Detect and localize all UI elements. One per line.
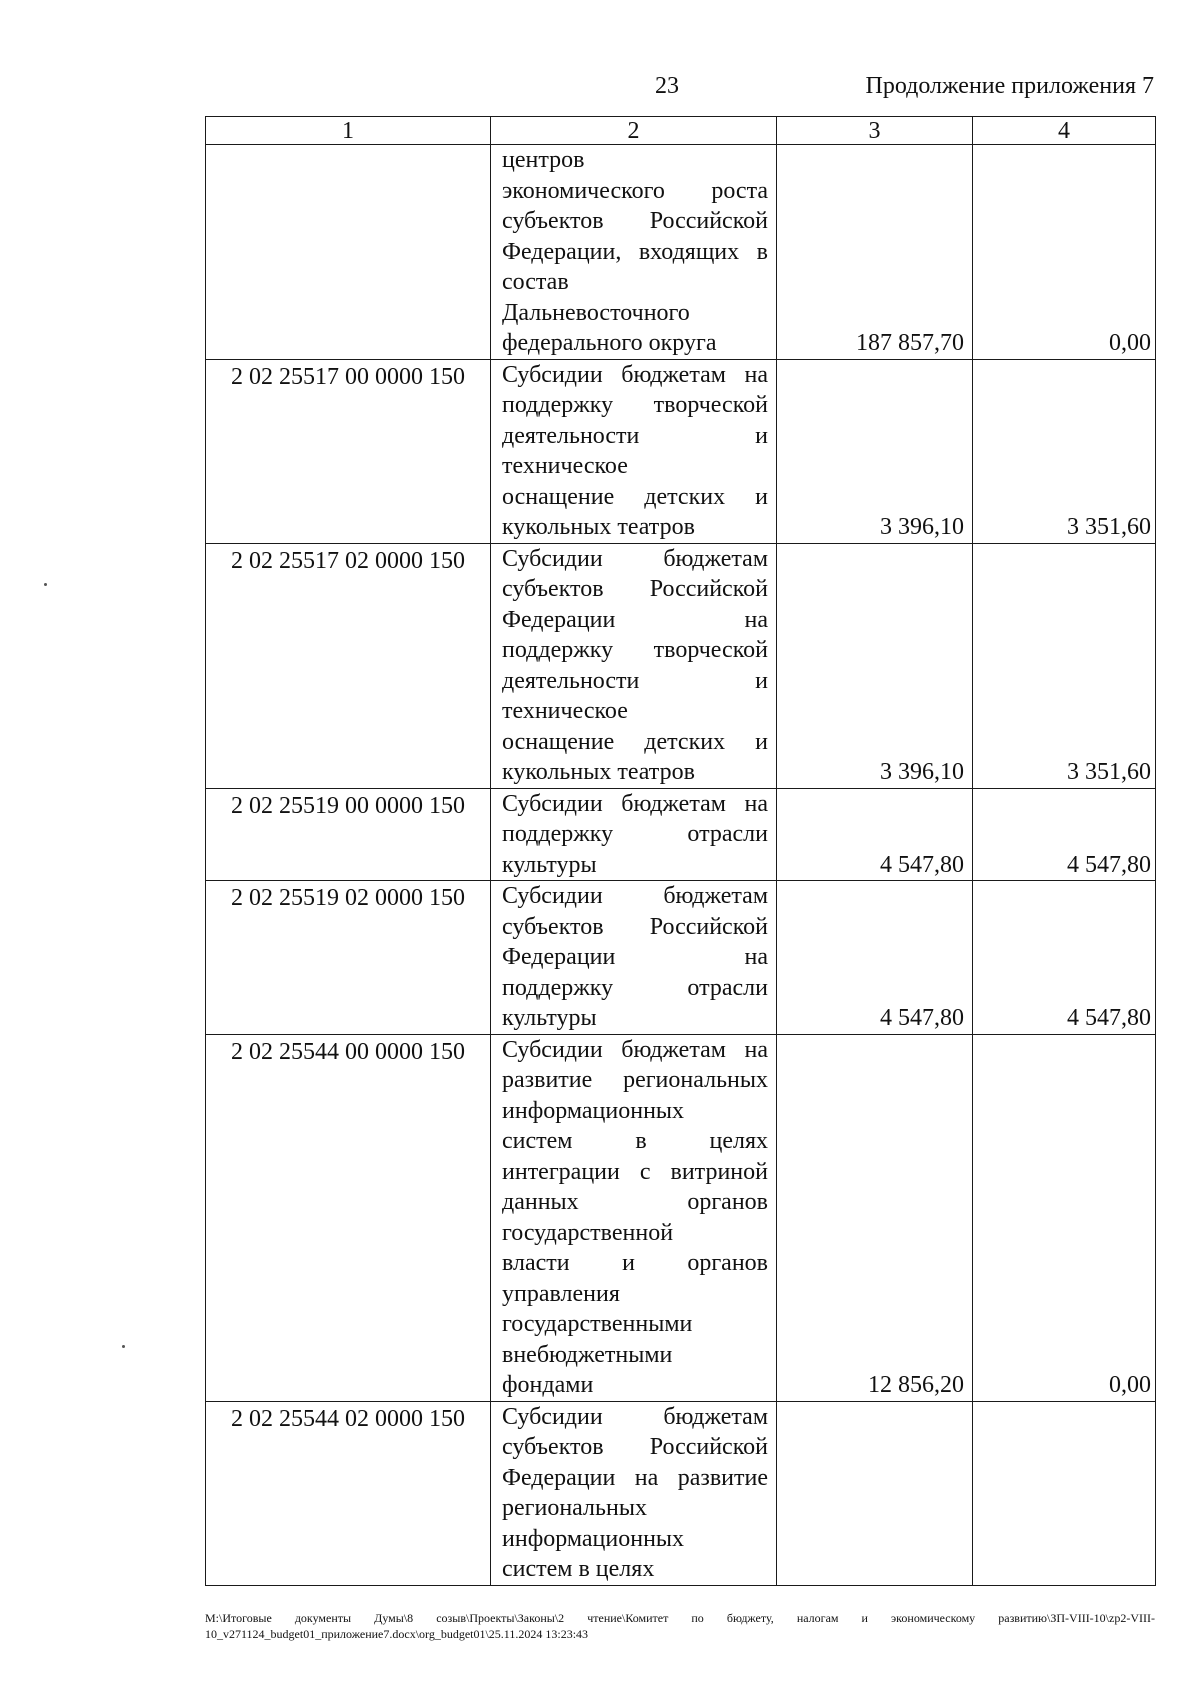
description-line: федерального округа (502, 330, 717, 356)
description-line: субъектов Российской (502, 913, 768, 940)
budget-code-cell: 2 02 25517 02 0000 150 (206, 543, 491, 788)
description-line: оснащение детских и (502, 483, 768, 510)
description-cell (491, 788, 777, 881)
table-row (206, 1401, 1156, 1585)
description-line: систем в целях (502, 1556, 655, 1582)
description-line: внебюджетными (502, 1341, 673, 1368)
amount-column-3: 12 856,20 (777, 1034, 973, 1401)
budget-code-cell: 2 02 25544 00 0000 150 (206, 1034, 491, 1401)
description-line: субъектов Российской (502, 1434, 768, 1460)
budget-table (205, 116, 1156, 1586)
description-line: субъектов Российской (502, 208, 768, 234)
description-line: Субсидии бюджетам (502, 1403, 768, 1430)
amount-column-4: 3 351,60 (973, 543, 1156, 788)
amount-column-4 (973, 1401, 1156, 1585)
description-line: Федерации на (502, 606, 768, 633)
description-line: поддержку творческой (502, 637, 768, 663)
table-row (206, 145, 1156, 360)
description-line: управления (502, 1280, 620, 1307)
description-cell (491, 1401, 777, 1585)
description-line: развитие региональных (502, 1067, 768, 1093)
description-line: деятельности и (502, 667, 768, 694)
description-line: Субсидии бюджетам на (502, 361, 768, 388)
description-cell (491, 359, 777, 543)
table-row (206, 543, 1156, 788)
description-line: Федерации, входящих в (502, 238, 768, 265)
amount-column-3: 3 396,10 (777, 359, 973, 543)
column-header: 4 (973, 117, 1156, 145)
table-row (206, 1034, 1156, 1401)
description-line: Субсидии бюджетам на (502, 790, 768, 817)
description-line: данных органов (502, 1189, 768, 1215)
amount-column-3: 3 396,10 (777, 543, 973, 788)
description-line: кукольных театров (502, 759, 695, 785)
amount-column-4: 4 547,80 (973, 881, 1156, 1035)
column-header: 1 (206, 117, 491, 145)
description-line: информационных (502, 1525, 685, 1552)
amount-column-3: 187 857,70 (777, 145, 973, 360)
amount-column-4: 0,00 (973, 1034, 1156, 1401)
description-line: фондами (502, 1372, 594, 1398)
description-line: государственной (502, 1219, 674, 1246)
description-line: кукольных театров (502, 514, 695, 540)
amount-column-3: 4 547,80 (777, 788, 973, 881)
continuation-title: Продолжение приложения 7 (865, 73, 1154, 99)
table-header-row (206, 117, 1156, 145)
description-line: систем в целях (502, 1128, 768, 1154)
description-line: Федерации на развитие (502, 1464, 768, 1491)
description-cell (491, 145, 777, 360)
description-line: поддержку творческой (502, 392, 768, 418)
description-line: власти и органов (502, 1250, 768, 1276)
description-line: региональных (502, 1495, 647, 1521)
description-line: деятельности и (502, 422, 768, 449)
description-line: интеграции с витриной (502, 1158, 768, 1185)
description-line: государственными (502, 1311, 693, 1337)
description-cell (491, 1034, 777, 1401)
description-line: субъектов Российской (502, 576, 768, 602)
description-line: экономического роста (502, 177, 768, 204)
scan-speck (44, 583, 47, 586)
description-line: состав (502, 269, 569, 295)
description-line: техническое (502, 453, 628, 479)
table-row (206, 359, 1156, 543)
amount-column-3: 4 547,80 (777, 881, 973, 1035)
budget-code-cell (206, 145, 491, 360)
description-line: информационных (502, 1097, 685, 1124)
description-line: Дальневосточного (502, 299, 690, 326)
description-line: поддержку отрасли (502, 821, 768, 847)
budget-code-cell: 2 02 25517 00 0000 150 (206, 359, 491, 543)
description-line: Субсидии бюджетам (502, 883, 768, 909)
table-row (206, 788, 1156, 881)
description-line: Субсидии бюджетам (502, 545, 768, 572)
description-line: оснащение детских и (502, 728, 768, 755)
amount-column-3 (777, 1401, 973, 1585)
description-line: Федерации на (502, 944, 768, 970)
description-line: культуры (502, 851, 597, 878)
column-header: 3 (777, 117, 973, 145)
amount-column-4: 3 351,60 (973, 359, 1156, 543)
scan-speck (122, 1345, 125, 1348)
description-line: Субсидии бюджетам на (502, 1036, 768, 1063)
description-line: культуры (502, 1005, 597, 1031)
description-line: поддержку отрасли (502, 974, 768, 1001)
budget-code-cell: 2 02 25519 02 0000 150 (206, 881, 491, 1035)
amount-column-4: 0,00 (973, 145, 1156, 360)
document-path-footer: M:\Итоговые документы Думы\8 созыв\Проекты\Законы\2 чтение\Комитет по бюджету, налогам и экономическому развитию\ЗП-VIII-10\zp2-VIII-10_v271124_budget01_приложение7.docx\org_budget01\25.11.2024 13:23:43 (205, 1611, 1155, 1641)
amount-column-4: 4 547,80 (973, 788, 1156, 881)
budget-code-cell: 2 02 25519 00 0000 150 (206, 788, 491, 881)
description-cell (491, 543, 777, 788)
description-line: техническое (502, 698, 628, 724)
description-cell (491, 881, 777, 1035)
page-number: 23 (655, 73, 679, 99)
description-line: центров (502, 147, 585, 173)
table-row (206, 881, 1156, 1035)
column-header: 2 (491, 117, 777, 145)
budget-code-cell: 2 02 25544 02 0000 150 (206, 1401, 491, 1585)
